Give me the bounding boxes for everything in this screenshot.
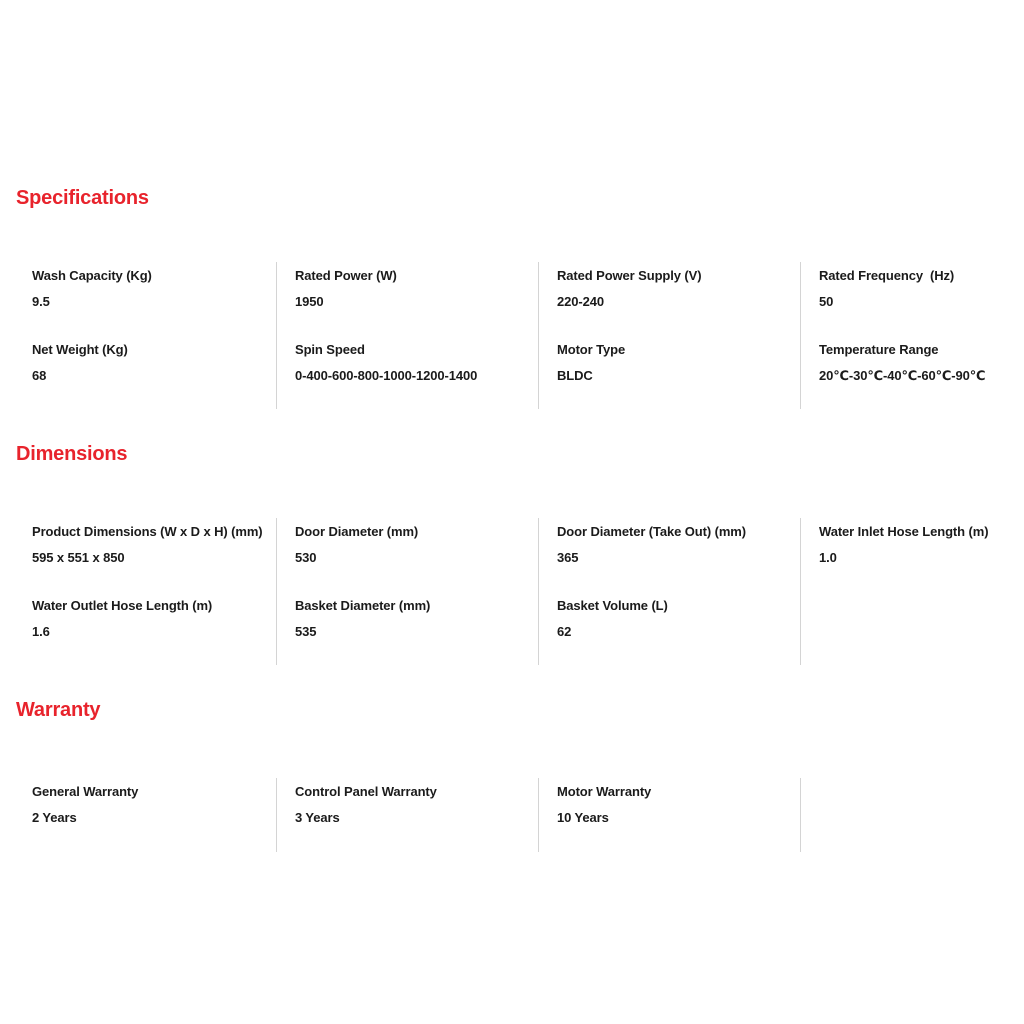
spec-column: [276, 518, 538, 665]
spec-item: [277, 262, 538, 336]
spec-item: [539, 262, 800, 336]
spec-item-label: Water Outlet Hose Length (m): [32, 597, 213, 613]
spec-item: [277, 778, 538, 852]
spec-item-value: 20℃-30℃-40℃-60℃-90℃: [819, 367, 986, 383]
spec-item-label: Net Weight (Kg): [32, 341, 128, 357]
spec-item-value: 1950: [295, 294, 324, 309]
spec-item: [14, 778, 276, 852]
spec-item-label: Motor Warranty: [557, 784, 652, 799]
spec-column: [800, 262, 1024, 409]
spec-column: [14, 778, 276, 852]
spec-item: [14, 262, 276, 336]
spec-item-value: 50: [819, 294, 834, 309]
spec-item-value: BLDC: [557, 367, 593, 383]
section-dimensions: [14, 442, 1024, 665]
spec-item-label: Rated Power (W): [295, 268, 397, 283]
spec-item-value: 3 Years: [295, 810, 340, 825]
spec-item-label: Water Inlet Hose Length (m): [819, 524, 989, 539]
spec-item: [277, 518, 538, 592]
spec-item: [539, 778, 800, 852]
spec-item-value: 1.6: [32, 623, 50, 639]
spec-item: [801, 262, 1024, 336]
spec-item: [14, 592, 276, 666]
spec-item-label: Basket Diameter (mm): [295, 597, 431, 613]
spec-item: [277, 336, 538, 410]
spec-item-label: Spin Speed: [295, 341, 365, 357]
spec-item-label: General Warranty: [32, 784, 139, 799]
spec-item: [14, 336, 276, 410]
spec-item-value: 10 Years: [557, 810, 609, 825]
spec-item-label: Door Diameter (Take Out) (mm): [557, 524, 746, 539]
spec-column: [276, 262, 538, 409]
spec-column: [276, 778, 538, 852]
spec-item-label: Product Dimensions (W x D x H) (mm): [32, 524, 263, 539]
spec-column: [800, 778, 1024, 852]
section-warranty: [14, 698, 1024, 852]
spec-grid: [14, 262, 1024, 409]
spec-item-value: 0-400-600-800-1000-1200-1400: [295, 367, 478, 383]
spec-item: [539, 518, 800, 592]
spec-column: [14, 518, 276, 665]
spec-item-value: 535: [295, 623, 317, 639]
spec-item-value: 530: [295, 550, 317, 565]
spec-item: [14, 518, 276, 592]
section-title: Specifications: [16, 187, 149, 209]
spec-item-value: 68: [32, 367, 47, 383]
spec-item-value: 1.0: [819, 550, 837, 565]
spec-column: [538, 262, 800, 409]
spec-column: [538, 518, 800, 665]
spec-item-value: 595 x 551 x 850: [32, 550, 125, 565]
spec-item-label: Motor Type: [557, 341, 626, 357]
spec-item-value: 220-240: [557, 294, 605, 309]
spec-item-label: Basket Volume (L): [557, 597, 668, 613]
spec-grid: [14, 778, 1024, 852]
spec-item: [539, 592, 800, 666]
spec-item-label: Temperature Range: [819, 341, 939, 357]
spec-column: [14, 262, 276, 409]
spec-item-value: 62: [557, 623, 572, 639]
section-title: Dimensions: [16, 443, 128, 465]
section-specifications: [14, 186, 1024, 409]
spec-item: [277, 592, 538, 666]
spec-item-value: 9.5: [32, 294, 50, 309]
spec-item-label: Rated Power Supply (V): [557, 268, 702, 283]
spec-item-label: Wash Capacity (Kg): [32, 268, 152, 283]
spec-item-label: Door Diameter (mm): [295, 524, 419, 539]
spec-column: [538, 778, 800, 852]
spec-item: [801, 518, 1024, 592]
spec-item: [539, 336, 800, 410]
spec-grid: [14, 518, 1024, 665]
section-title: Warranty: [16, 699, 101, 721]
spec-item-label: Control Panel Warranty: [295, 784, 437, 799]
spec-column: [800, 518, 1024, 665]
spec-item: [801, 336, 1024, 410]
spec-item-label: Rated Frequency (Hz): [819, 268, 955, 283]
spec-item-value: 365: [557, 550, 579, 565]
spec-item-value: 2 Years: [32, 810, 77, 825]
spec-item: [801, 592, 1024, 666]
spec-item: [801, 778, 1024, 852]
